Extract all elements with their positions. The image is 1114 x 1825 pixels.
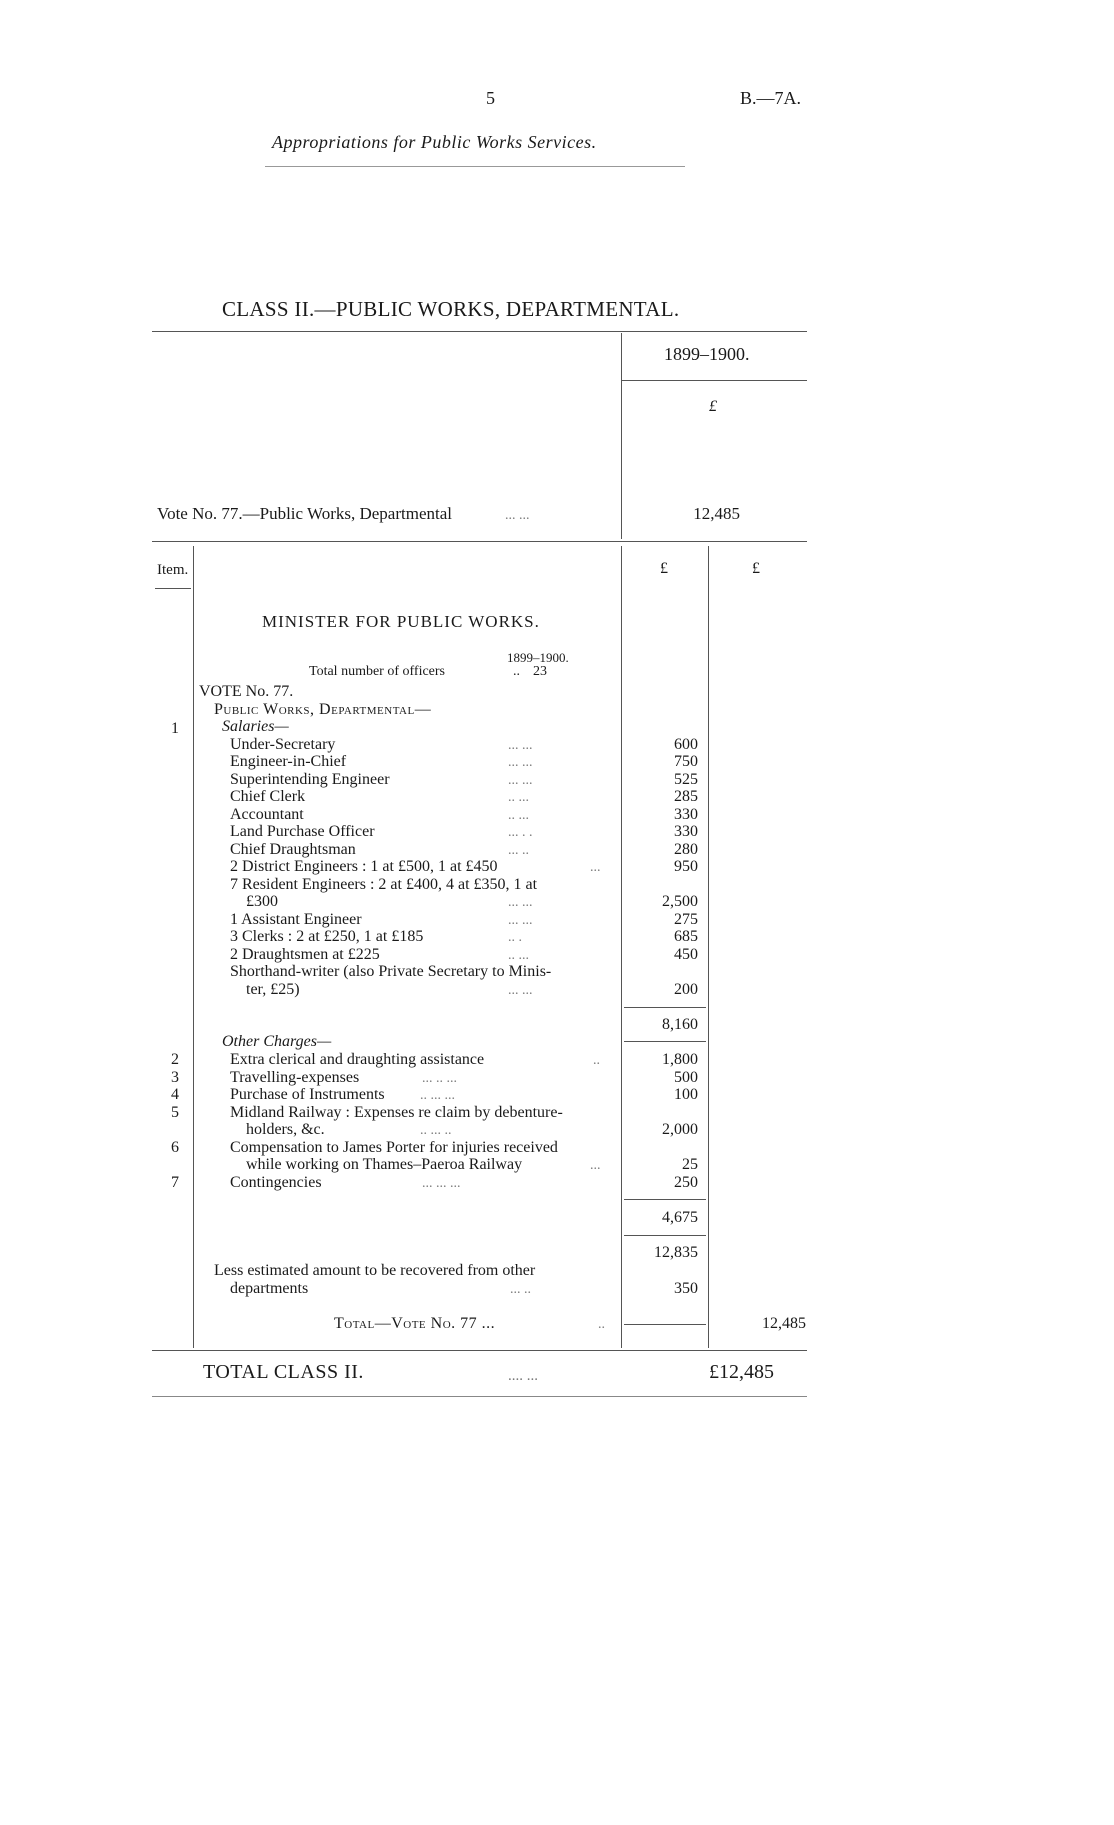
amount-column-rule-left [621,546,622,1348]
salary-line-dots: .. . [508,930,522,945]
salary-line-text: Superintending Engineer [230,771,390,788]
salary-line-dots: .. ... [508,948,529,963]
salary-line-text: 7 Resident Engineers : 2 at £400, 4 at £350, 1 at [230,876,538,893]
table-bottom-rule [152,1350,807,1351]
summary-vote-label: Vote No. 77.—Public Works, Departmental [157,504,452,523]
salary-line-text: Chief Draughtsman [230,841,356,858]
charge-line-amount: 1,800 [662,1051,698,1068]
charge-line-dots: ... [590,1158,601,1173]
document-reference: B.—7A. [740,88,802,108]
salary-line-text: 2 District Engineers : 1 at £500, 1 at £450 [230,858,498,875]
salaries-subtotal-rule [624,1007,706,1008]
vote-total-rule [624,1324,706,1325]
summary-column-rule [621,333,622,539]
charge-line-dots: .. [593,1053,600,1068]
salary-line-dots: ... ... [508,895,533,910]
charge-line-text: Travelling-expenses [230,1069,360,1086]
salary-line-dots: ... ... [508,773,533,788]
salary-line-amount: 2,500 [662,893,698,910]
summary-year-heading: 1899–1900. [664,344,750,364]
item-number: 7 [171,1174,179,1191]
less-recovered-dots: ... .. [510,1282,531,1297]
salary-line-text: 2 Draughtsmen at £225 [230,946,380,963]
vote-heading: VOTE No. 77. [199,683,294,700]
charge-line-amount: 250 [674,1174,698,1191]
officers-year: 1899–1900. [507,650,569,665]
class-total-dots: .... ... [508,1368,538,1384]
charge-line-amount: 25 [682,1156,698,1173]
charge-line-text: holders, &c. [246,1121,325,1138]
salary-line-amount: 750 [674,753,698,770]
charge-line-dots: ... .. ... [422,1071,457,1086]
officers-count: 23 [533,664,547,679]
vote-total-dots: .. [598,1317,605,1332]
salaries-subtotal-underline [624,1041,706,1042]
charge-line-text: Contingencies [230,1174,322,1191]
salary-line-text: £300 [246,893,278,910]
salary-line-amount: 525 [674,771,698,788]
class-total-rule [152,1396,807,1397]
charge-line-amount: 500 [674,1069,698,1086]
salary-line-amount: 280 [674,841,698,858]
salary-line-dots: ... ... [508,755,533,770]
summary-bottom-rule [152,541,807,542]
column-currency-2: £ [752,560,760,577]
summary-year-rule [621,380,807,381]
item-number: 5 [171,1104,179,1121]
column-currency-1: £ [660,560,668,577]
salary-line-dots: ... .. [508,843,529,858]
item-column-heading: Item. [157,562,189,578]
salary-line-amount: 285 [674,788,698,805]
charge-line-amount: 100 [674,1086,698,1103]
charge-line-text: Extra clerical and draughting assistance [230,1051,485,1068]
salary-line-dots: ... . . [508,825,533,840]
salary-line-amount: 450 [674,946,698,963]
salary-line-amount: 330 [674,823,698,840]
salary-line-dots: ... ... [508,983,533,998]
vote-total-amount: 12,485 [762,1315,806,1332]
salary-line-text: Accountant [230,806,304,823]
less-recovered-line1: Less estimated amount to be recovered from other [214,1262,536,1279]
salary-line-amount: 600 [674,736,698,753]
salaries-subtotal: 8,160 [662,1016,698,1033]
less-recovered-line2: departments [230,1280,309,1297]
salary-line-text: ter, £25) [246,981,300,998]
salaries-label: Salaries— [222,718,289,735]
header-rule [265,166,685,167]
summary-currency: £ [709,398,717,415]
charge-line-dots: .. ... .. [420,1123,452,1138]
salary-line-text: Under-Secretary [230,736,336,753]
salary-line-amount: 685 [674,928,698,945]
item-number: 1 [171,720,179,737]
summary-top-rule [152,331,807,332]
running-title: Appropriations for Public Works Services. [272,132,597,152]
salary-line-amount: 330 [674,806,698,823]
item-number: 6 [171,1139,179,1156]
minister-heading: MINISTER FOR PUBLIC WORKS. [262,612,540,631]
summary-vote-dots: ... ... [505,508,530,523]
officers-dots: .. [513,664,520,679]
item-number: 3 [171,1069,179,1086]
class-total-label: TOTAL CLASS II. [203,1361,364,1383]
item-number: 2 [171,1051,179,1068]
salary-line-amount: 275 [674,911,698,928]
salary-line-dots: ... [590,860,601,875]
vote-total-label: Total—Vote No. 77 ... [334,1315,496,1332]
gross-total: 12,835 [654,1244,698,1261]
charge-line-amount: 2,000 [662,1121,698,1138]
other-subtotal-rule [624,1199,706,1200]
salary-line-text: Chief Clerk [230,788,306,805]
salary-line-text: Land Purchase Officer [230,823,375,840]
item-number: 4 [171,1086,179,1103]
charge-line-text: Compensation to James Porter for injuries received [230,1139,558,1156]
salary-line-text: 1 Assistant Engineer [230,911,362,928]
class-total-amount: £12,485 [709,1361,774,1383]
other-subtotal-underline [624,1235,706,1236]
summary-vote-amount: 12,485 [693,504,740,523]
other-charges-subtotal: 4,675 [662,1209,698,1226]
charge-line-dots: .. ... ... [420,1088,455,1103]
salary-line-text: Shorthand-writer (also Private Secretary to Minis- [230,963,552,980]
salary-line-dots: ... ... [508,913,533,928]
officers-label: Total number of officers [309,664,445,679]
salary-line-dots: .. ... [508,808,529,823]
salary-line-text: 3 Clerks : 2 at £250, 1 at £185 [230,928,424,945]
item-heading-underline [155,588,191,589]
item-column-rule [193,546,194,1348]
salary-line-text: Engineer-in-Chief [230,753,347,770]
class-title: CLASS II.—PUBLIC WORKS, DEPARTMENTAL. [222,297,680,321]
salary-line-dots: ... ... [508,738,533,753]
other-charges-label: Other Charges— [222,1033,332,1050]
amount-column-rule-right [708,546,709,1348]
charge-line-text: while working on Thames–Paeroa Railway [246,1156,523,1173]
page-number: 5 [486,88,495,108]
salary-line-dots: .. ... [508,790,529,805]
charge-line-text: Purchase of Instruments [230,1086,385,1103]
less-recovered-amount: 350 [674,1280,698,1297]
salary-line-amount: 950 [674,858,698,875]
salary-line-amount: 200 [674,981,698,998]
charge-line-dots: ... ... ... [422,1176,461,1191]
vote-subheading: Public Works, Departmental— [214,701,432,718]
charge-line-text: Midland Railway : Expenses re claim by debenture- [230,1104,563,1121]
